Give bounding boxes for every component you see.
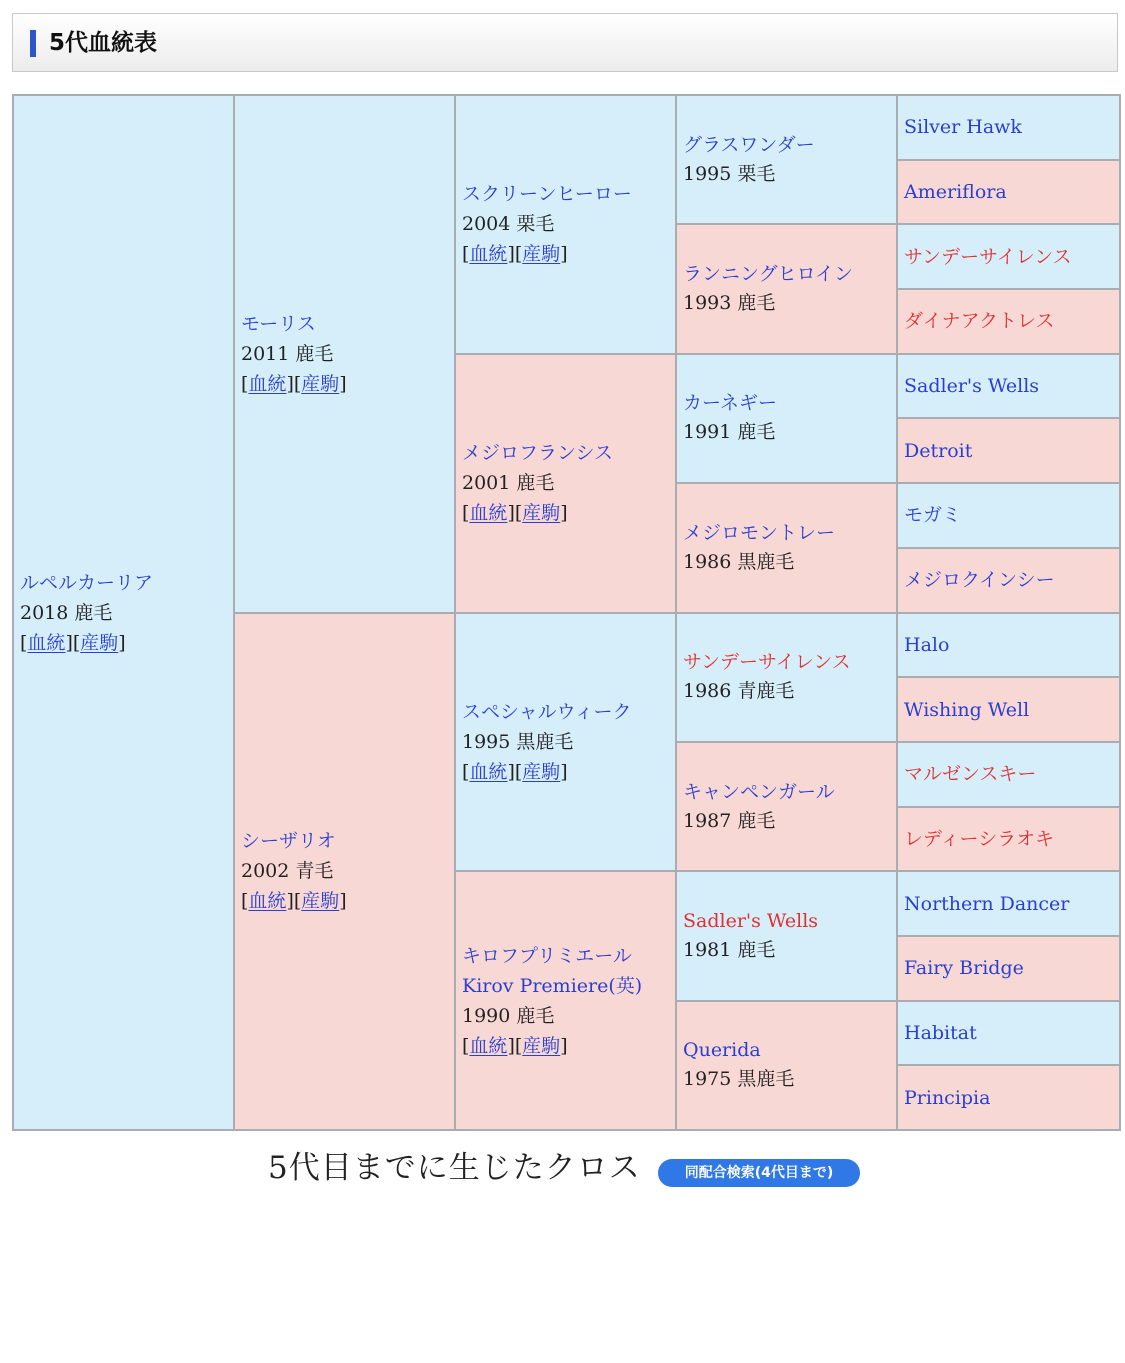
horse-name-link[interactable]: Querida <box>683 1039 761 1062</box>
page-title: 5代血統表 <box>49 30 158 56</box>
horse-cell <box>897 742 1120 807</box>
cross-title: 5代目までに生じたクロス <box>268 1150 641 1186</box>
offspring-link[interactable]: 産駒 <box>522 1034 561 1057</box>
horse-cell <box>455 95 676 354</box>
horse-name-link[interactable]: Fairy Bridge <box>904 957 1024 980</box>
horse-name-link[interactable]: スクリーンヒーロー <box>462 183 632 206</box>
horse-name-link[interactable]: キャンペンガール <box>683 780 835 803</box>
pedigree-link[interactable]: 血統 <box>469 502 508 525</box>
offspring-link[interactable]: 産駒 <box>522 760 561 783</box>
horse-cell <box>897 871 1120 936</box>
horse-cell <box>897 224 1120 289</box>
horse-cell <box>676 483 897 612</box>
horse-cell <box>897 613 1120 678</box>
horse-origin-name-link[interactable]: Kirov Premiere(英) <box>462 974 643 997</box>
horse-info: 1975 黒鹿毛 <box>683 1068 795 1091</box>
horse-name-link[interactable]: ダイナアクトレス <box>904 310 1055 333</box>
horse-name-link[interactable]: メジロモントレー <box>683 521 836 544</box>
horse-cell <box>455 871 676 1130</box>
pedigree-link[interactable]: 血統 <box>27 631 66 654</box>
horse-name-link[interactable]: メジロフランシス <box>462 442 613 465</box>
pedigree-link[interactable]: 血統 <box>469 1034 508 1057</box>
horse-cell <box>13 95 234 1130</box>
horse-name-link[interactable]: モガミ <box>904 504 962 527</box>
section-header <box>12 13 1118 72</box>
pedigree-link[interactable]: 血統 <box>248 372 287 395</box>
horse-info: 2001 鹿毛 <box>462 472 555 495</box>
horse-name-link[interactable]: マルゼンスキー <box>904 763 1037 786</box>
horse-info: 1993 鹿毛 <box>683 292 776 315</box>
horse-cell <box>897 289 1120 354</box>
horse-name-link[interactable]: Wishing Well <box>904 698 1030 721</box>
horse-cell <box>676 354 897 483</box>
horse-name-link[interactable]: メジロクインシー <box>904 569 1055 592</box>
horse-cell <box>676 1001 897 1130</box>
horse-info: 1995 黒鹿毛 <box>462 730 574 753</box>
horse-cell <box>234 95 455 613</box>
horse-name-link[interactable]: Sadler's Wells <box>904 375 1040 398</box>
horse-cell <box>897 95 1120 160</box>
horse-name-link[interactable]: ルペルカーリア <box>20 571 154 594</box>
horse-name-link[interactable]: スペシャルウィーク <box>462 700 632 723</box>
pedigree-link[interactable]: 血統 <box>469 243 508 266</box>
horse-cell <box>676 613 897 742</box>
horse-cell <box>897 807 1120 872</box>
horse-info: 1986 青鹿毛 <box>683 680 795 703</box>
horse-cell <box>676 871 897 1000</box>
horse-name-link[interactable]: カーネギー <box>683 392 778 415</box>
horse-name-link[interactable]: Principia <box>904 1086 991 1109</box>
horse-name-link[interactable]: サンデーサイレンス <box>683 651 851 674</box>
horse-links: [血統][産駒] <box>241 372 347 395</box>
horse-cell <box>897 160 1120 225</box>
horse-info: 1986 黒鹿毛 <box>683 550 795 573</box>
horse-info: 1995 栗毛 <box>683 162 776 185</box>
horse-cell <box>455 613 676 872</box>
horse-links: [血統][産駒] <box>462 502 568 525</box>
horse-cell <box>897 1001 1120 1066</box>
horse-info: 1981 鹿毛 <box>683 938 776 961</box>
horse-info: 2018 鹿毛 <box>20 601 113 624</box>
horse-cell <box>897 936 1120 1001</box>
horse-cell <box>897 418 1120 483</box>
horse-cell <box>676 95 897 224</box>
horse-cell <box>897 1065 1120 1130</box>
offspring-link[interactable]: 産駒 <box>522 502 561 525</box>
horse-info: 1991 鹿毛 <box>683 421 776 444</box>
horse-cell <box>676 742 897 871</box>
horse-cell <box>455 354 676 613</box>
horse-name-link[interactable]: シーザリオ <box>241 830 336 853</box>
horse-name-link[interactable]: レディーシラオキ <box>904 827 1055 850</box>
offspring-link[interactable]: 産駒 <box>522 243 561 266</box>
horse-info: 2002 青毛 <box>241 860 334 883</box>
horse-info: 2011 鹿毛 <box>241 342 334 365</box>
horse-name-link[interactable]: モーリス <box>241 312 316 335</box>
horse-cell <box>676 224 897 353</box>
horse-name-link[interactable]: Detroit <box>904 439 973 462</box>
offspring-link[interactable]: 産駒 <box>301 890 340 913</box>
horse-name-link[interactable]: Halo <box>904 633 950 656</box>
horse-cell <box>897 677 1120 742</box>
horse-name-link[interactable]: サンデーサイレンス <box>904 245 1072 268</box>
horse-name-link[interactable]: Sadler's Wells <box>683 909 819 932</box>
horse-cell <box>897 483 1120 548</box>
horse-links: [血統][産駒] <box>462 1034 568 1057</box>
horse-name-link[interactable]: Northern Dancer <box>904 892 1070 915</box>
horse-name-link[interactable]: キロフプリミエール <box>462 944 632 967</box>
pedigree-link[interactable]: 血統 <box>469 760 508 783</box>
horse-cell <box>897 548 1120 613</box>
horse-name-link[interactable]: Ameriflora <box>904 181 1007 204</box>
same-mating-search-button[interactable]: 同配合検索(4代目まで) <box>658 1159 860 1187</box>
horse-name-link[interactable]: グラスワンダー <box>683 133 815 156</box>
offspring-link[interactable]: 産駒 <box>80 631 119 654</box>
header-accent-bar <box>30 30 36 57</box>
horse-name-link[interactable]: Silver Hawk <box>904 116 1022 139</box>
pedigree-table <box>12 94 1121 1131</box>
horse-links: [血統][産駒] <box>20 631 126 654</box>
horse-cell <box>897 354 1120 419</box>
offspring-link[interactable]: 産駒 <box>301 372 340 395</box>
horse-name-link[interactable]: ランニングヒロイン <box>683 263 854 286</box>
pedigree-link[interactable]: 血統 <box>248 890 287 913</box>
horse-name-link[interactable]: Habitat <box>904 1021 977 1044</box>
horse-info: 1987 鹿毛 <box>683 809 776 832</box>
horse-links: [血統][産駒] <box>462 243 568 266</box>
horse-info: 2004 栗毛 <box>462 213 555 236</box>
horse-links: [血統][産駒] <box>241 890 347 913</box>
horse-cell <box>234 613 455 1131</box>
horse-info: 1990 鹿毛 <box>462 1004 555 1027</box>
horse-links: [血統][産駒] <box>462 760 568 783</box>
